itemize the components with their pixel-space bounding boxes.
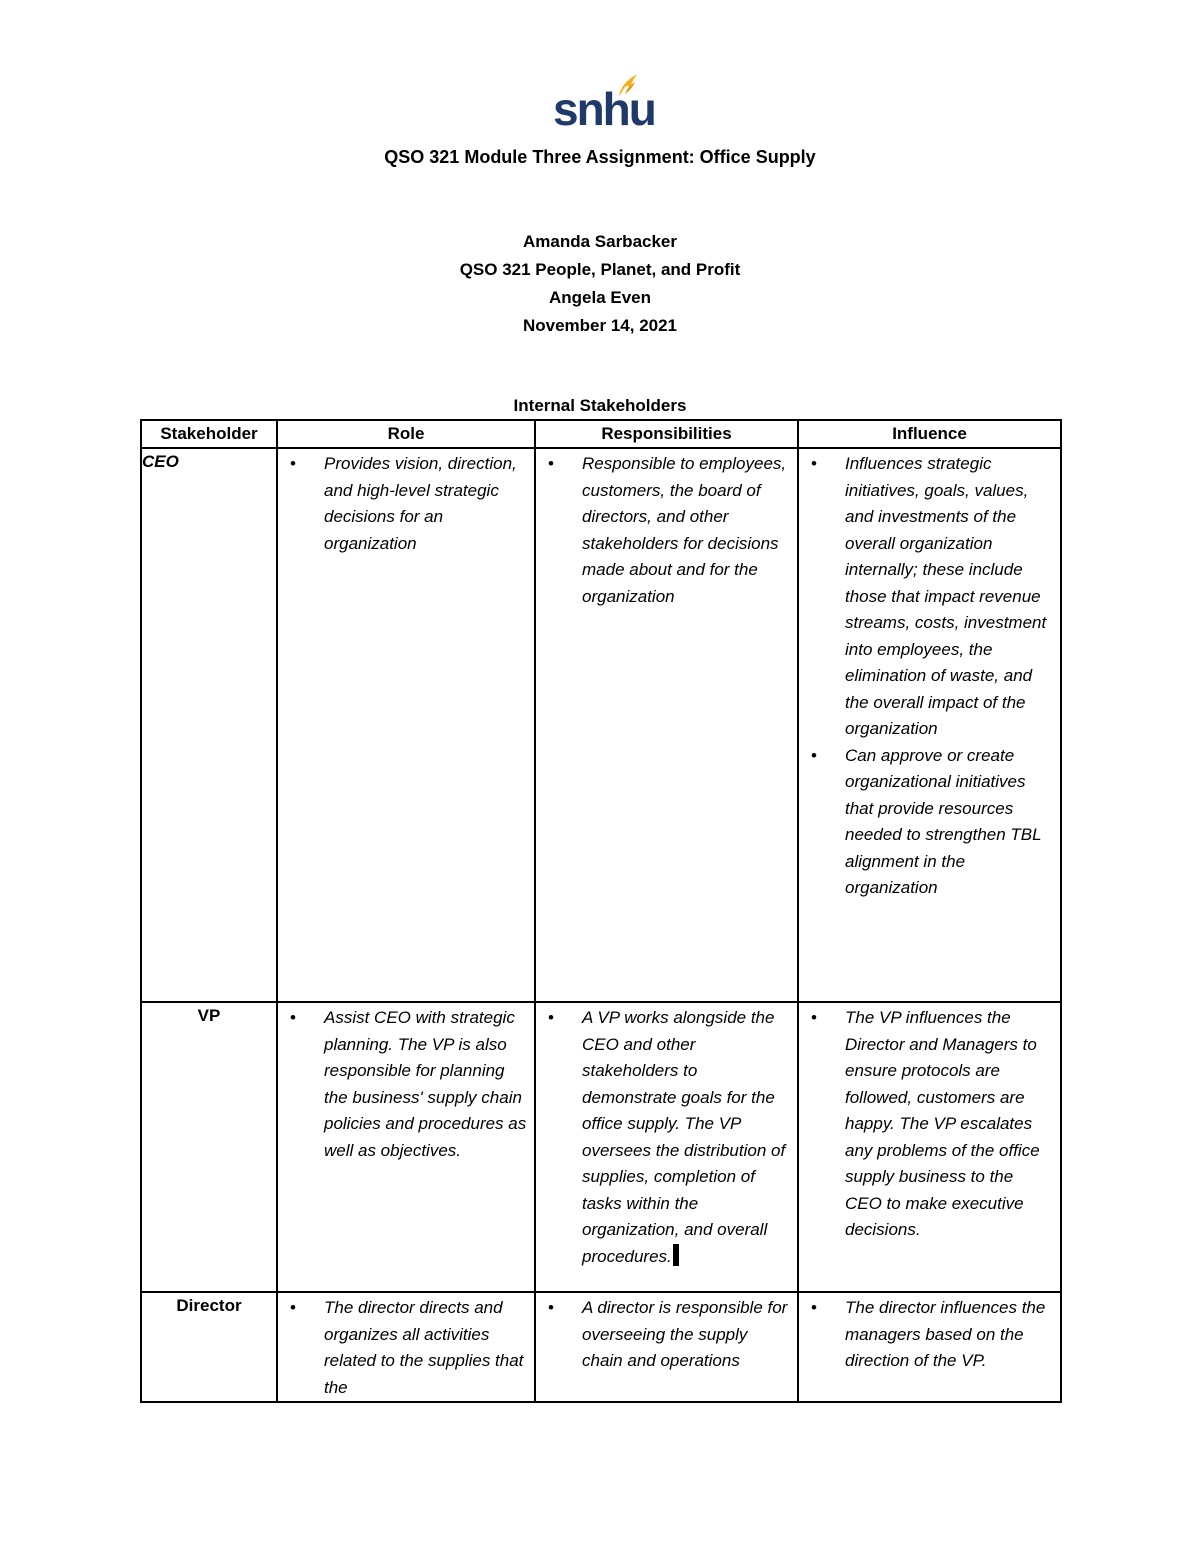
role-cell — [277, 448, 535, 1002]
list-item: • The director influences the managers based on the direction of the VP. — [799, 1295, 1054, 1375]
table-row — [141, 448, 1061, 1002]
stakeholder-cell: VP — [141, 1002, 277, 1292]
list-item: • Provides vision, direction, and high-level strategic decisions for an organization — [278, 451, 528, 557]
list-item: • Responsible to employees, customers, the board of directors, and other stakeholders for decisions made about and for the organization — [536, 451, 791, 610]
influence-cell — [798, 1002, 1061, 1292]
author-name: Amanda Sarbacker — [522, 232, 678, 251]
header-stakeholder: Stakeholder — [141, 420, 277, 448]
table-row — [141, 1292, 1061, 1402]
stakeholder-cell: CEO — [141, 448, 277, 1002]
influence-cell — [798, 1292, 1061, 1402]
list-item: • A director is responsible for overseeing the supply chain and operations — [536, 1295, 791, 1375]
list-item — [536, 1005, 791, 1270]
header-influence: Influence — [798, 420, 1061, 448]
course-name: QSO 321 People, Planet, and Profit — [459, 260, 741, 279]
list-item: • The VP influences the Director and Managers to ensure protocols are followed, customers are happy. The VP escalates any problems of the office supply business to the CEO to make executive decisions. — [799, 1005, 1054, 1244]
snhu-logo — [553, 72, 655, 135]
table-row — [141, 1002, 1061, 1292]
instructor-name: Angela Even — [548, 288, 652, 307]
responsibilities-cell — [535, 448, 798, 1002]
responsibilities-cell — [535, 1292, 798, 1402]
role-cell — [277, 1002, 535, 1292]
text-cursor — [673, 1244, 679, 1266]
responsibilities-cell — [535, 1002, 798, 1292]
list-item-text: A VP works alongside the CEO and other stakeholders to demonstrate goals for the office supply. The VP oversees the distribution of supplies, completion of tasks within the organization, and overall procedures. — [582, 1008, 786, 1266]
list-item: • Influences strategic initiatives, goals, values, and investments of the overall organization internally; these include those that impact revenue streams, costs, investment into employees, the elimination of waste, and the overall impact of the organization — [799, 451, 1054, 743]
logo-wordmark: snhu — [553, 83, 655, 135]
table-caption: Internal Stakeholders — [513, 396, 687, 415]
table-header-row — [141, 420, 1061, 448]
list-item: • Can approve or create organizational initiatives that provide resources needed to strengthen TBL alignment in the organization — [799, 743, 1054, 902]
stakeholders-table — [140, 419, 1062, 1403]
header-role: Role — [277, 420, 535, 448]
stakeholder-cell: Director — [141, 1292, 277, 1402]
role-cell — [277, 1292, 535, 1402]
header-responsibilities: Responsibilities — [535, 420, 798, 448]
influence-cell — [798, 448, 1061, 1002]
document-title: QSO 321 Module Three Assignment: Office Supply — [384, 147, 816, 167]
document-date: November 14, 2021 — [522, 316, 678, 335]
list-item: • Assist CEO with strategic planning. The VP is also responsible for planning the business' supply chain policies and procedures as well as objectives. — [278, 1005, 528, 1164]
list-item: • The director directs and organizes all activities related to the supplies that the — [278, 1295, 528, 1401]
